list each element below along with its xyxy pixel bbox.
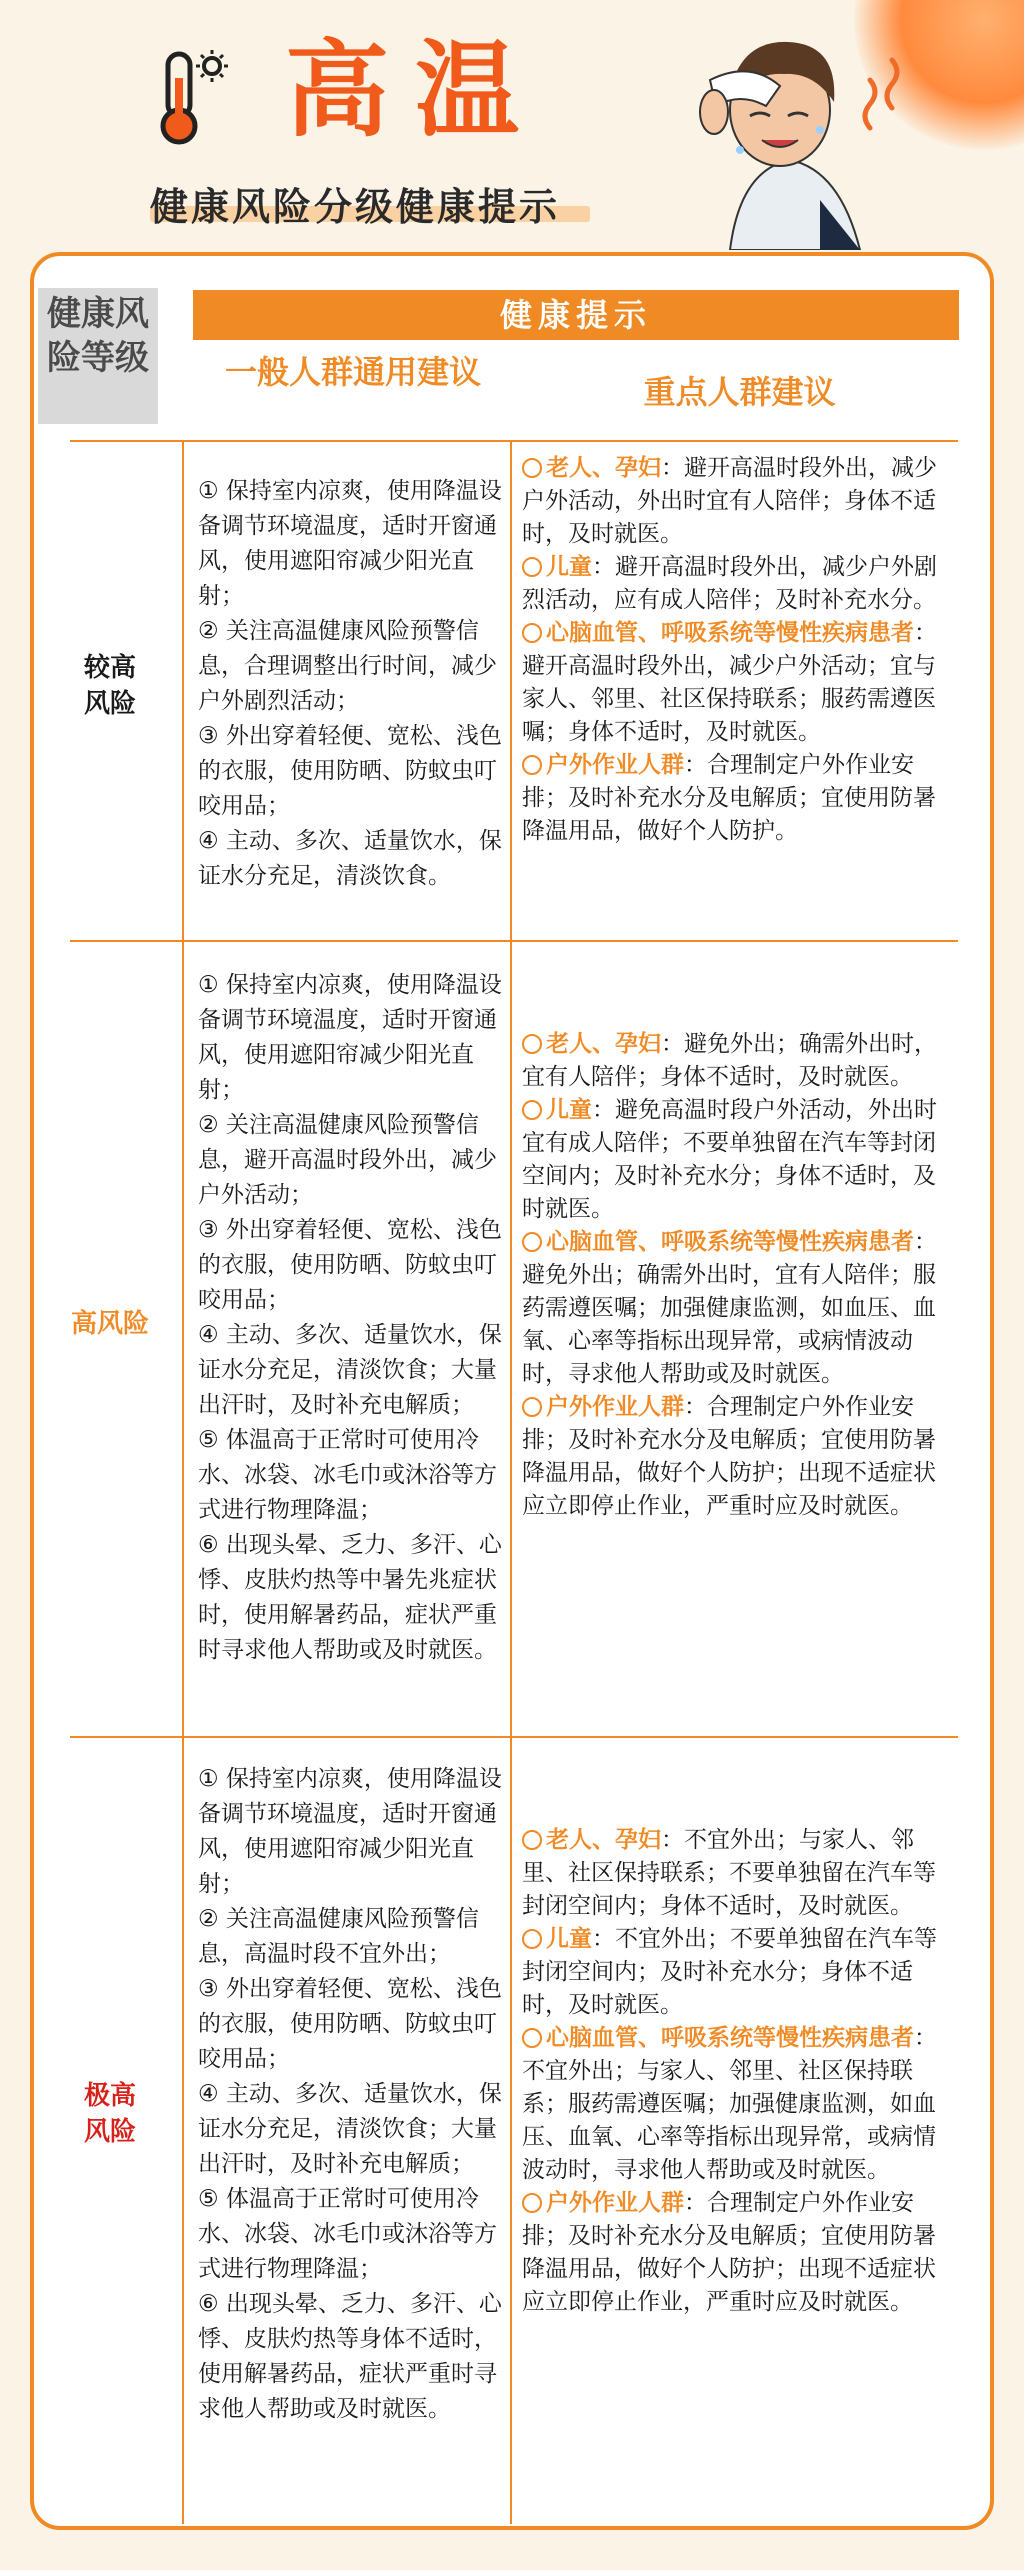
risk-level-label: 较高风险 bbox=[83, 653, 136, 719]
key-group-advice bbox=[522, 1824, 958, 2319]
list-item: ① 保持室内凉爽，使用降温设备调节环境温度，适时开窗通风，使用遮阳帘减少阳光直射； bbox=[198, 972, 502, 1103]
list-item: 儿童：避免高温时段户外活动，外出时宜有成人陪伴；不要单独留在汽车等封闭空间内；及时补充水分；身体不适时，及时就医。 bbox=[522, 1097, 937, 1222]
general-advice bbox=[198, 968, 502, 1668]
circle-bullet-icon bbox=[522, 755, 542, 775]
table-divider bbox=[70, 940, 958, 942]
page-subtitle: 健康风险分级健康提示 bbox=[150, 185, 561, 229]
list-item: 户外作业人群：合理制定户外作业安排；及时补充水分及电解质；宜使用防暑降温用品，做好个人防护。 bbox=[522, 752, 936, 844]
table-divider bbox=[182, 440, 184, 2524]
risk-level-label: 高风险 bbox=[70, 1309, 149, 1339]
list-item: 老人、孕妇：避开高温时段外出，减少户外活动，外出时宜有人陪伴；身体不适时，及时就医。 bbox=[522, 455, 937, 547]
list-item: ③ 外出穿着轻便、宽松、浅色的衣服，使用防晒、防蚊虫叮咬用品； bbox=[198, 1217, 502, 1313]
list-item: ③ 外出穿着轻便、宽松、浅色的衣服，使用防晒、防蚊虫叮咬用品； bbox=[198, 723, 502, 819]
list-item: ④ 主动、多次、适量饮水，保证水分充足，清淡饮食；大量出汗时，及时补充电解质； bbox=[198, 1322, 502, 1418]
circle-bullet-icon bbox=[522, 1034, 542, 1054]
list-item: ⑤ 体温高于正常时可使用冷水、冰袋、冰毛巾或沐浴等方式进行物理降温； bbox=[198, 1427, 497, 1523]
page-header bbox=[0, 0, 1024, 250]
circle-bullet-icon bbox=[522, 1830, 542, 1850]
general-population-header: 一般人群通用建议 bbox=[224, 353, 481, 391]
list-item: ④ 主动、多次、适量饮水，保证水分充足，清淡饮食。 bbox=[198, 828, 502, 889]
general-advice bbox=[198, 474, 502, 894]
key-groups-header: 重点人群建议 bbox=[643, 373, 836, 411]
list-item: ⑥ 出现头晕、乏力、多汗、心悸、皮肤灼热等中暑先兆症状时，使用解暑药品，症状严重时寻求他人帮助或及时就医。 bbox=[198, 1532, 502, 1663]
overheated-kid-illustration bbox=[670, 20, 930, 250]
list-item: ② 关注高温健康风险预警信息，高温时段不宜外出； bbox=[198, 1906, 479, 1967]
circle-bullet-icon bbox=[522, 2193, 542, 2213]
circle-bullet-icon bbox=[522, 458, 542, 478]
list-item: 户外作业人群：合理制定户外作业安排；及时补充水分及电解质；宜使用防暑降温用品，做好个人防护；出现不适症状应立即停止作业，严重时应及时就医。 bbox=[522, 2190, 936, 2315]
circle-bullet-icon bbox=[522, 1929, 542, 1949]
list-item: ② 关注高温健康风险预警信息，合理调整出行时间，减少户外剧烈活动； bbox=[198, 618, 497, 714]
circle-bullet-icon bbox=[522, 623, 542, 643]
key-group-advice bbox=[522, 1028, 958, 1523]
risk-level-header: 健康风险等级 bbox=[38, 288, 158, 424]
list-item: ③ 外出穿着轻便、宽松、浅色的衣服，使用防晒、防蚊虫叮咬用品； bbox=[198, 1976, 502, 2072]
circle-bullet-icon bbox=[522, 2028, 542, 2048]
list-item: 户外作业人群：合理制定户外作业安排；及时补充水分及电解质；宜使用防暑降温用品，做好个人防护；出现不适症状应立即停止作业，严重时应及时就医。 bbox=[522, 1394, 936, 1519]
health-tips-banner: 健康提示 bbox=[193, 290, 959, 340]
general-advice bbox=[198, 1762, 502, 2427]
circle-bullet-icon bbox=[522, 1397, 542, 1417]
risk-level-label: 极高风险 bbox=[83, 2081, 136, 2147]
key-group-advice bbox=[522, 452, 958, 848]
list-item: ⑥ 出现头晕、乏力、多汗、心悸、皮肤灼热等身体不适时，使用解暑药品，症状严重时寻求他人帮助或及时就医。 bbox=[198, 2291, 502, 2422]
list-item: 老人、孕妇：不宜外出；与家人、邻里、社区保持联系；不要单独留在汽车等封闭空间内；身体不适时，及时就医。 bbox=[522, 1827, 936, 1919]
list-item: ② 关注高温健康风险预警信息，避开高温时段外出，减少户外活动； bbox=[198, 1112, 497, 1208]
list-item: 儿童：不宜外出；不要单独留在汽车等封闭空间内；及时补充水分；身体不适时，及时就医。 bbox=[522, 1926, 937, 2018]
list-item: 儿童：避开高温时段外出，减少户外剧烈活动，应有成人陪伴；及时补充水分。 bbox=[522, 554, 937, 613]
circle-bullet-icon bbox=[522, 1100, 542, 1120]
list-item: ④ 主动、多次、适量饮水，保证水分充足，清淡饮食；大量出汗时，及时补充电解质； bbox=[198, 2081, 502, 2177]
list-item: 心脑血管、呼吸系统等慢性疾病患者：不宜外出；与家人、邻里、社区保持联系；服药需遵医嘱；加强健康监测，如血压、血氧、心率等指标出现异常，或病情波动时，寻求他人帮助或及时就医。 bbox=[522, 2025, 937, 2183]
list-item: ① 保持室内凉爽，使用降温设备调节环境温度，适时开窗通风，使用遮阳帘减少阳光直射； bbox=[198, 1766, 502, 1897]
thermometer-icon bbox=[160, 48, 230, 148]
table-divider bbox=[70, 1736, 958, 1738]
list-item: 心脑血管、呼吸系统等慢性疾病患者：避免外出；确需外出时，宜有人陪伴；服药需遵医嘱；加强健康监测，如血压、血氧、心率等指标出现异常，或病情波动时，寻求他人帮助或及时就医。 bbox=[522, 1229, 937, 1387]
table-divider bbox=[70, 440, 958, 442]
page-title: 高温 bbox=[285, 29, 546, 151]
circle-bullet-icon bbox=[522, 1232, 542, 1252]
list-item: ⑤ 体温高于正常时可使用冷水、冰袋、冰毛巾或沐浴等方式进行物理降温； bbox=[198, 2186, 497, 2282]
circle-bullet-icon bbox=[522, 557, 542, 577]
list-item: 心脑血管、呼吸系统等慢性疾病患者：避开高温时段外出，减少户外活动；宜与家人、邻里、社区保持联系；服药需遵医嘱；身体不适时，及时就医。 bbox=[522, 620, 937, 745]
table-divider bbox=[510, 440, 512, 2524]
list-item: ① 保持室内凉爽，使用降温设备调节环境温度，适时开窗通风，使用遮阳帘减少阳光直射； bbox=[198, 478, 502, 609]
list-item: 老人、孕妇：避免外出；确需外出时，宜有人陪伴；身体不适时，及时就医。 bbox=[522, 1031, 937, 1090]
